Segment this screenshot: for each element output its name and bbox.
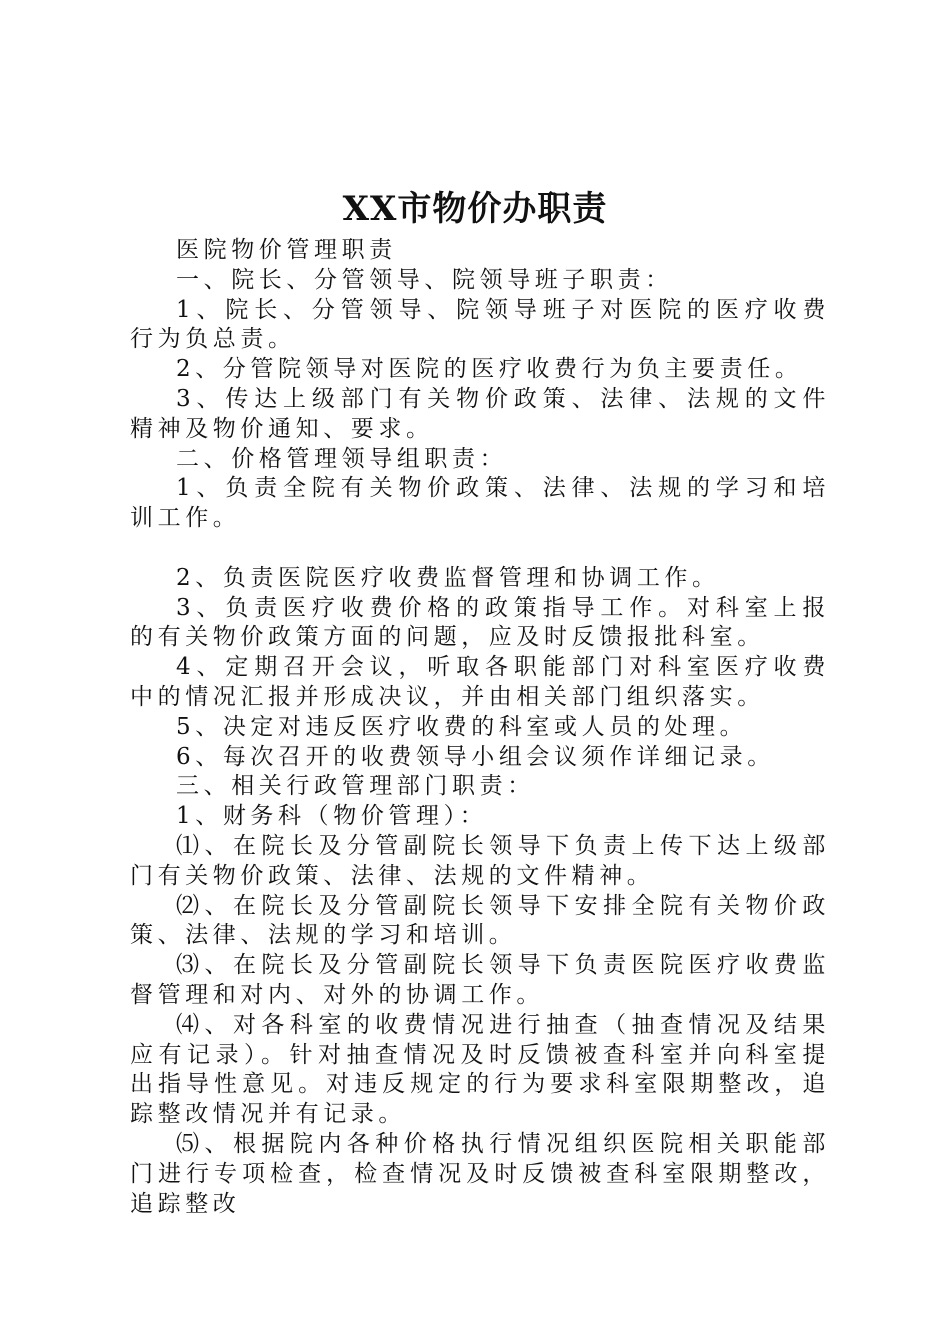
paragraph-2-5: 5、决定对违反医疗收费的科室或人员的处理。 xyxy=(176,713,748,740)
paragraph-3-1-1: ⑴、在院长及分管副院长领导下负责上传下达上级部门有关物价政策、法律、法规的文件精神。 xyxy=(130,832,830,889)
paragraph-3-1-2: ⑵、在院长及分管副院长领导下安排全院有关物价政策、法律、法规的学习和培训。 xyxy=(130,892,830,949)
paragraph-3-1: 1、财务科（物价管理）： xyxy=(176,803,488,830)
paragraph-3-1-3: ⑶、在院长及分管副院长领导下负责医院医疗收费监督管理和对内、对外的协调工作。 xyxy=(130,952,830,1008)
document-body xyxy=(130,236,830,1219)
paragraph-section-1: 一、院长、分管领导、院领导班子职责： xyxy=(176,266,673,293)
blank-line xyxy=(130,534,830,564)
paragraph-1-2: 2、分管院领导对医院的医疗收费行为负主要责任。 xyxy=(176,356,803,383)
paragraph-1-1: 1、院长、分管领导、院领导班子对医院的医疗收费行为负总责。 xyxy=(130,296,830,353)
paragraph-section-3: 三、相关行政管理部门职责： xyxy=(176,773,535,800)
document-title: XX市物价办职责 xyxy=(342,189,608,229)
paragraph-2-4: 4、定期召开会议，听取各职能部门对科室医疗收费中的情况汇报并形成决议，并由相关部门组织落实。 xyxy=(130,654,830,710)
paragraph-2-2: 2、负责医院医疗收费监督管理和协调工作。 xyxy=(176,564,720,591)
paragraph-3-1-4: ⑷、对各科室的收费情况进行抽查（抽查情况及结果应有记录）。针对抽查情况及时反馈被查科室并向科室提出指导性意见。对违反规定的行为要求科室限期整改，追踪整改情况并有记录。 xyxy=(130,1011,830,1128)
paragraph-3-1-5: ⑸、根据院内各种价格执行情况组织医院相关职能部门进行专项检查，检查情况及时反馈被查科室限期整改，追踪整改 xyxy=(130,1130,830,1217)
paragraph-2-6: 6、每次召开的收费领导小组会议须作详细记录。 xyxy=(176,743,775,770)
paragraph-1-3: 3、传达上级部门有关物价政策、法律、法规的文件精神及物价通知、要求。 xyxy=(130,385,830,442)
paragraph-2-1: 1、负责全院有关物价政策、法律、法规的学习和培训工作。 xyxy=(130,475,830,532)
paragraph-heading-hospital: 医院物价管理职责 xyxy=(176,237,397,263)
paragraph-section-2: 二、价格管理领导组职责： xyxy=(176,445,508,472)
paragraph-2-3: 3、负责医疗收费价格的政策指导工作。对科室上报的有关物价政策方面的问题，应及时反馈报批科室。 xyxy=(130,594,830,651)
